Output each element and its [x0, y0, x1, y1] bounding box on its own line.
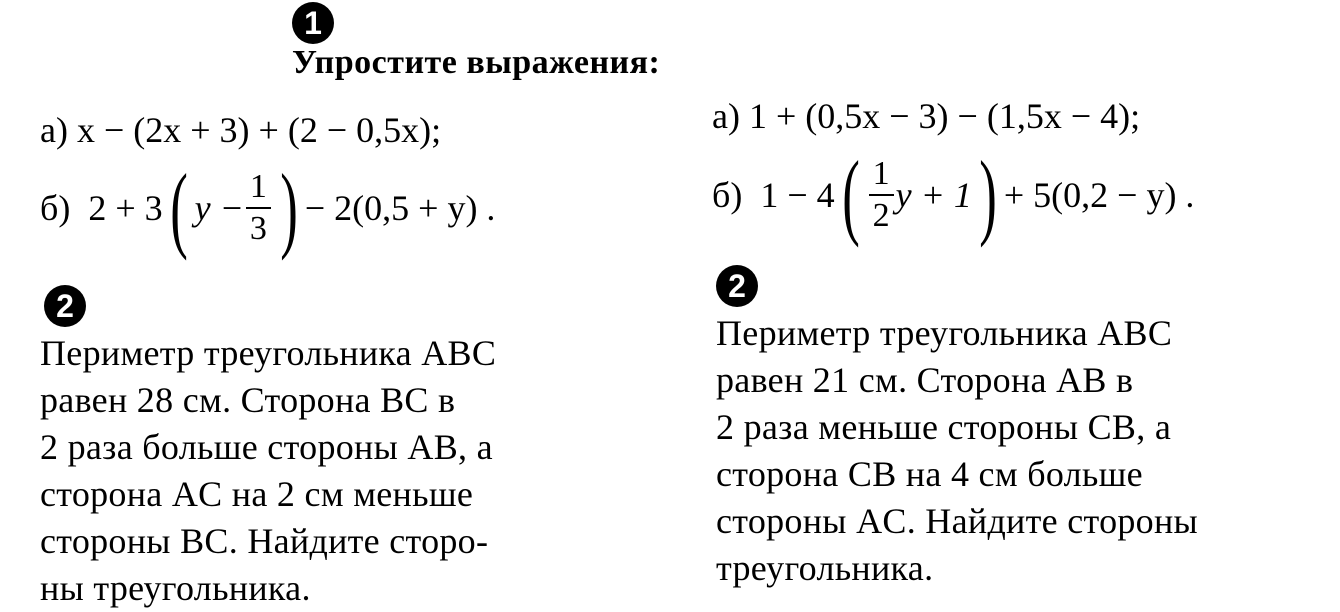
- right-expression-a: а) 1 + (0,5x − 3) − (1,5x − 4);: [712, 96, 1141, 136]
- right-task-2-line: равен 21 см. Сторона AB в: [716, 360, 1134, 400]
- left-expression-b-label: б): [40, 188, 71, 228]
- right-task-2-line: треугольника.: [716, 548, 934, 588]
- left-expression-b-prefix: 2 + 3: [88, 188, 163, 228]
- left-expression-a: а) x − (2x + 3) + (2 − 0,5x);: [40, 110, 442, 150]
- right-expression-b: [712, 141, 1195, 248]
- left-task-2-text: [40, 330, 605, 612]
- left-fraction-numerator: 1: [246, 167, 271, 209]
- task-1-number-badge: 1: [292, 2, 334, 44]
- left-fraction: [246, 167, 271, 249]
- task-1-heading: Упростите выражения:: [292, 44, 661, 81]
- right-task-2-line: 2 раза меньше стороны CB, а: [716, 407, 1172, 447]
- left-task-2-line: равен 28 см. Сторона BC в: [40, 380, 456, 420]
- right-task-2-line: стороны AC. Найдите стороны: [716, 501, 1199, 541]
- right-task-2-line: Периметр треугольника ABC: [716, 313, 1173, 353]
- left-task-2-line: стороны BC. Найдите сторо-: [40, 521, 489, 561]
- right-task-2-text: [716, 310, 1281, 592]
- right-open-paren: (: [841, 141, 860, 248]
- left-expression-b-suffix: − 2(0,5 + y) .: [304, 188, 496, 228]
- right-expression-b-variable: y + 1: [895, 175, 972, 215]
- left-task-2-line: 2 раза больше стороны AB, а: [40, 427, 493, 467]
- right-expression-b-label: б): [712, 175, 743, 215]
- left-fraction-denominator: 3: [249, 210, 267, 247]
- right-expression-b-prefix: 1 − 4: [760, 175, 835, 215]
- left-task-2-line: сторона AC на 2 см меньше: [40, 474, 474, 514]
- right-fraction: [869, 154, 894, 236]
- left-expression-b: [40, 154, 496, 261]
- right-close-paren: ): [979, 141, 997, 248]
- left-task-2-number-badge: 2: [44, 285, 86, 327]
- right-expression-b-suffix: + 5(0,2 − y) .: [1003, 175, 1195, 215]
- left-open-paren: (: [169, 154, 188, 261]
- right-task-2-line: сторона CB на 4 см больше: [716, 454, 1143, 494]
- left-expression-b-variable: y −: [194, 188, 244, 228]
- right-task-2-number-badge: 2: [716, 265, 758, 307]
- right-fraction-numerator: 1: [869, 154, 894, 196]
- left-task-2-line: Периметр треугольника ABC: [40, 333, 497, 373]
- left-close-paren: ): [280, 154, 298, 261]
- left-task-2-line: ны треугольника.: [40, 568, 311, 608]
- right-fraction-denominator: 2: [872, 197, 890, 234]
